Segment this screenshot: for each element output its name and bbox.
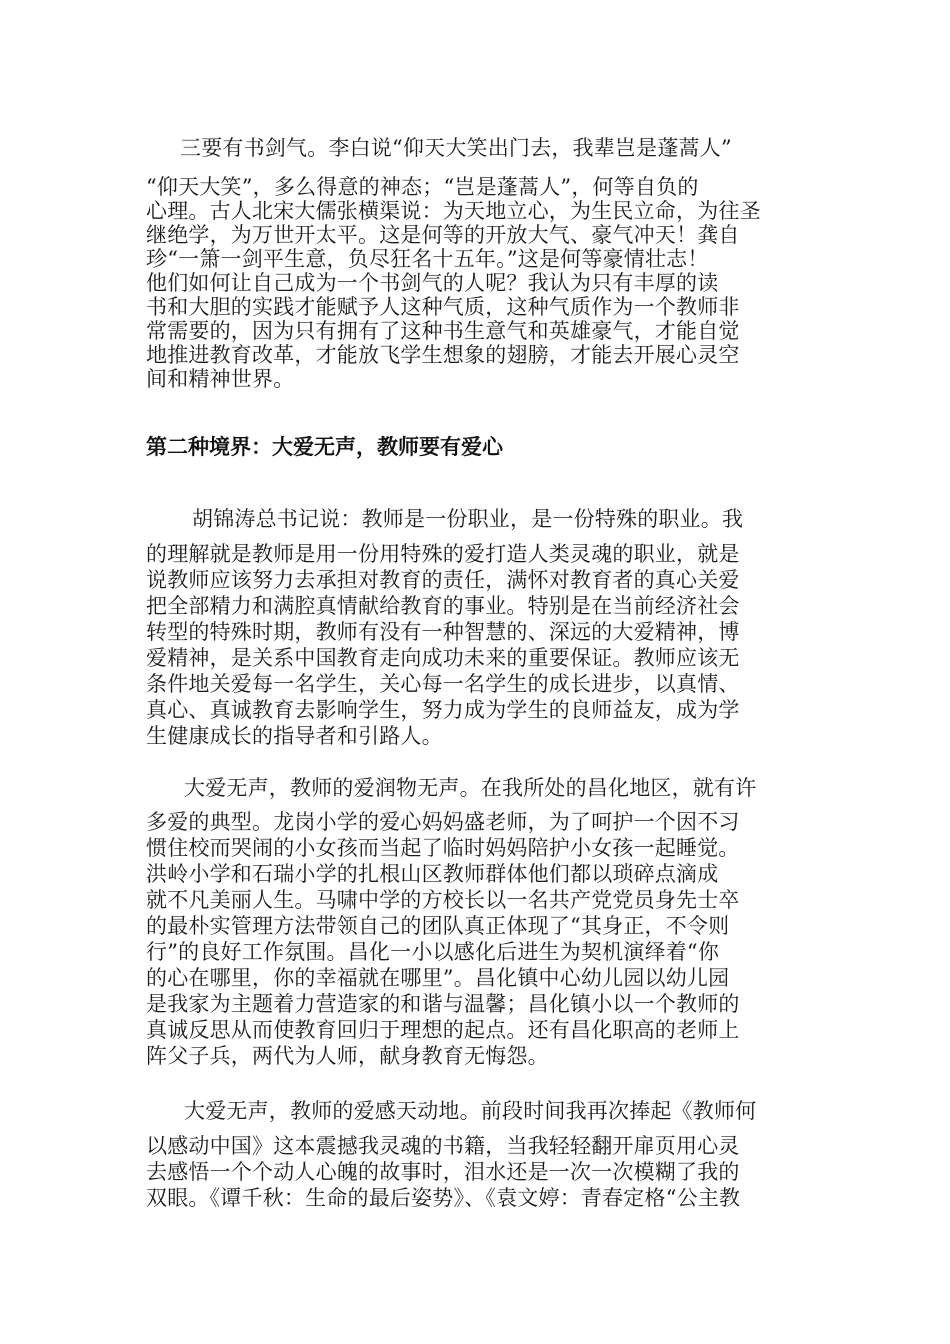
paragraph-line: 爱精神，是关系中国教育走向成功未来的重要保证。教师应该无	[146, 646, 740, 670]
paragraph-line: 间和精神世界。	[146, 367, 295, 391]
paragraph-line: 他们如何让自己成为一个书剑气的人呢？我认为只有丰厚的读	[146, 271, 719, 295]
paragraph-line: 心理。古人北宋大儒张横渠说：为天地立心，为生民立命，为往圣	[146, 199, 761, 223]
paragraph-line: 阵父子兵，两代为人师，献身教育无悔怨。	[146, 1044, 549, 1068]
paragraph-line: 的理解就是教师是用一份用特殊的爱打造人类灵魂的职业，就是	[146, 542, 740, 566]
paragraph-line: 的心在哪里，你的幸福就在哪里”。昌化镇中心幼儿园以幼儿园	[146, 966, 730, 990]
paragraph-line: 胡锦涛总书记说：教师是一份职业，是一份特殊的职业。我	[192, 507, 744, 531]
paragraph-line: 双眼。《谭千秋：生命的最后姿势》、《袁文婷：青春定格“公主教	[146, 1186, 741, 1210]
paragraph-line: 把全部精力和满腔真情献给教育的事业。特别是在当前经济社会	[146, 594, 740, 618]
paragraph-line: 地推进教育改革，才能放飞学生想象的翅膀，才能去开展心灵空	[146, 343, 740, 367]
paragraph-line: 转型的特殊时期，教师有没有一种智慧的、深远的大爱精神，博	[146, 620, 740, 644]
paragraph-line: 常需要的，因为只有拥有了这种书生意气和英雄豪气，才能自觉	[146, 319, 740, 343]
section-heading: 第二种境界：大爱无声，教师要有爱心	[146, 435, 503, 459]
paragraph-line: 去感悟一个个动人心魄的故事时，泪水还是一次一次模糊了我的	[146, 1160, 740, 1184]
paragraph-line: 多爱的典型。龙岗小学的爱心妈妈盛老师，为了呵护一个因不习	[146, 810, 740, 834]
paragraph-line: 行”的良好工作氛围。昌化一小以感化后进生为契机演绎着“你	[146, 940, 720, 964]
paragraph-line: 条件地关爱每一名学生，关心每一名学生的成长进步，以真情、	[146, 672, 740, 696]
paragraph-line: 以感动中国》这本震撼我灵魂的书籍，当我轻轻翻开扉页用心灵	[146, 1134, 740, 1158]
paragraph-line: 的最朴实管理方法带领自己的团队真正体现了“其身正，不令则	[146, 914, 730, 938]
paragraph-line: 大爱无声，教师的爱感天动地。前段时间我再次捧起《教师何	[184, 1099, 757, 1123]
paragraph-line: 珍“一箫一剑平生意，负尽狂名十五年。”这是何等豪情壮志！	[146, 247, 709, 271]
paragraph-line: 说教师应该努力去承担对教育的责任，满怀对教育者的真心关爱	[146, 568, 740, 592]
paragraph-line: “仰天大笑”，多么得意的神态；“岂是蓬蒿人”，何等自负的	[146, 175, 699, 199]
paragraph-line: 三要有书剑气。李白说“仰天大笑出门去，我辈岂是蓬蒿人”	[180, 136, 732, 160]
paragraph-line: 真心、真诚教育去影响学生，努力成为学生的良师益友，成为学	[146, 698, 740, 722]
paragraph-line: 真诚反思从而使教育回归于理想的起点。还有昌化职高的老师上	[146, 1018, 740, 1042]
paragraph-line: 是我家为主题着力营造家的和谐与温馨；昌化镇小以一个教师的	[146, 992, 740, 1016]
paragraph-line: 书和大胆的实践才能赋予人这种气质，这种气质作为一个教师非	[146, 295, 740, 319]
paragraph-line: 就不凡美丽人生。马啸中学的方校长以一名共产党党员身先士卒	[146, 888, 740, 912]
paragraph-line: 洪岭小学和石瑞小学的扎根山区教师群体他们都以琐碎点滴成	[146, 862, 719, 886]
paragraph-line: 大爱无声，教师的爱润物无声。在我所处的昌化地区，就有许	[184, 776, 757, 800]
paragraph-line: 惯住校而哭闹的小女孩而当起了临时妈妈陪护小女孩一起睡觉。	[146, 836, 740, 860]
paragraph-line: 生健康成长的指导者和引路人。	[146, 724, 443, 748]
paragraph-line: 继绝学，为万世开太平。这是何等的开放大气、豪气冲天！龚自	[146, 223, 740, 247]
